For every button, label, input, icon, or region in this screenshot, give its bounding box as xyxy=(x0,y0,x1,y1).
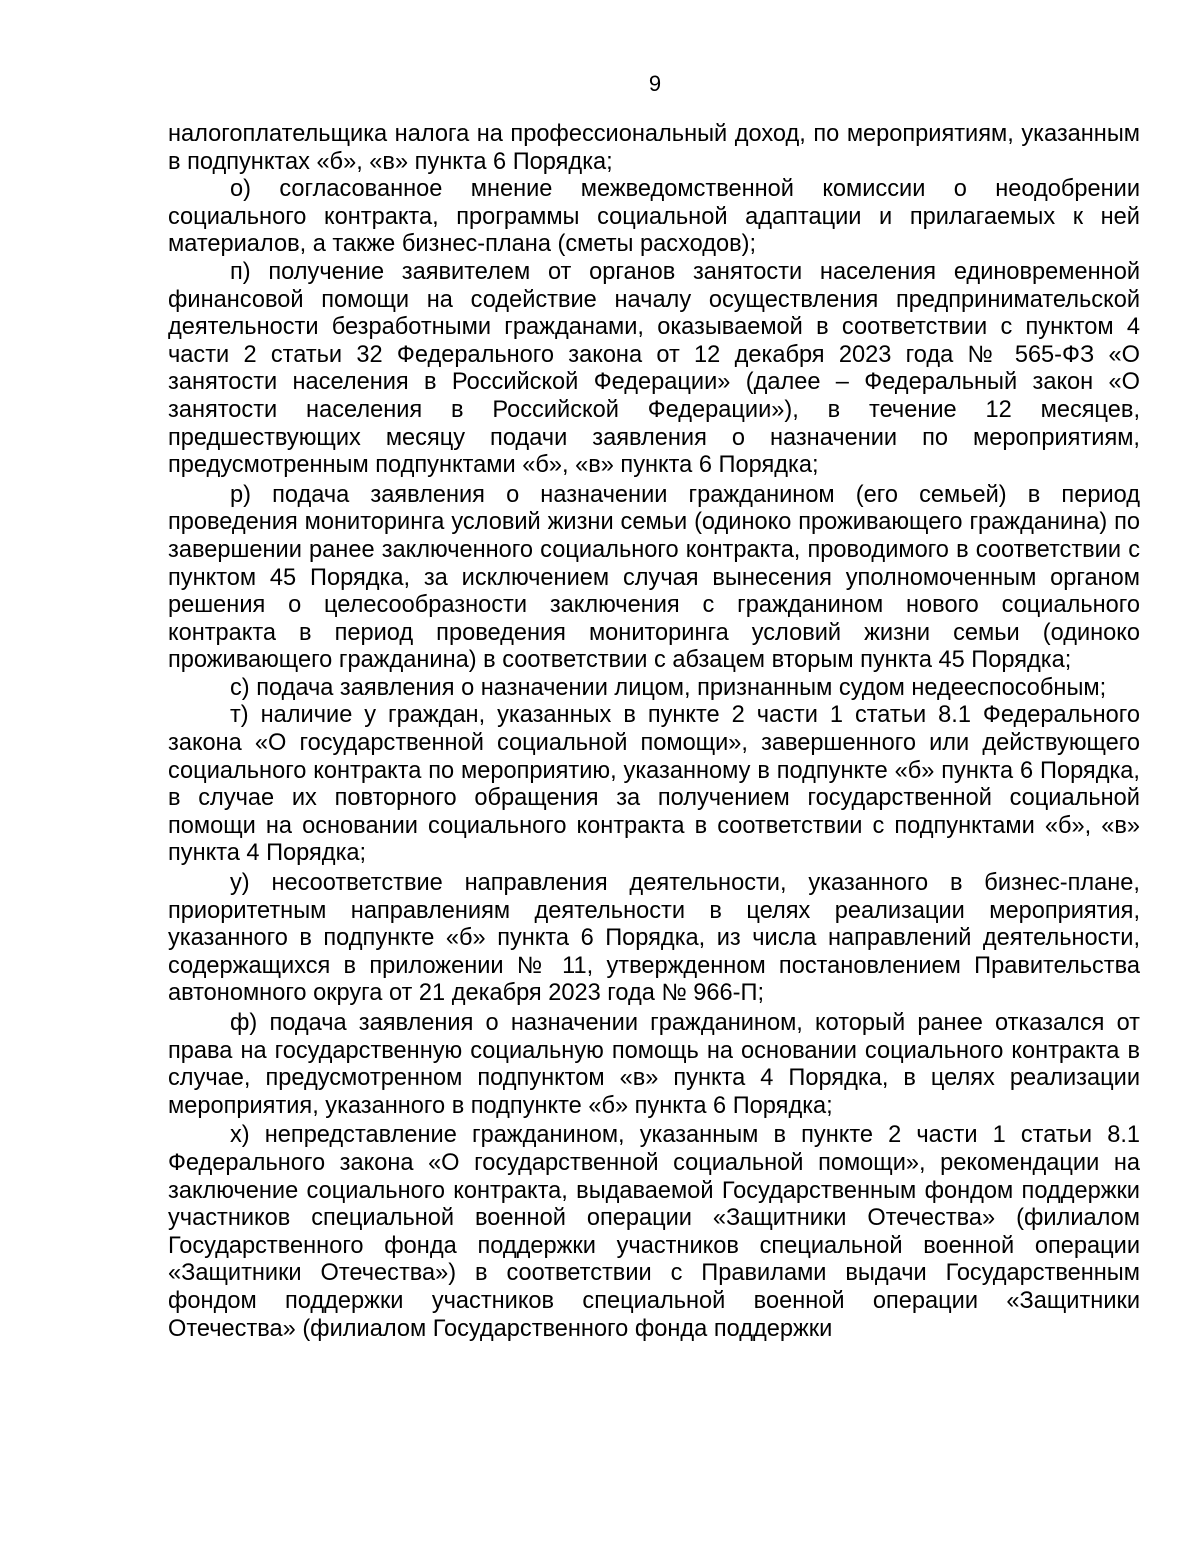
page-number: 9 xyxy=(648,71,662,96)
document-body xyxy=(168,121,1140,1343)
paragraph-item-p: п) получение заявителем от органов занятости населения единовременной финансовой помощи на содействие началу осуществления предпринимательской деятельности безработными гражданами, оказываемой в соответствии с пунктом 4 части 2 статьи 32 Федерального закона от 12 декабря 2023 года № 565-ФЗ «О занятости населения в Российской Федерации» (далее – Федеральный закон «О занятости населения в Российской Федерации»), в течение 12 месяцев, предшествующих месяцу подачи заявления о назначении по мероприятиям, предусмотренным подпунктами «б», «в» пункта 6 Порядка; xyxy=(168,258,1140,479)
paragraph-item-o: о) согласованное мнение межведомственной комиссии о неодобрении социального контракта, программы социальной адаптации и прилагаемых к ней материалов, а также бизнес-плана (сметы расходов); xyxy=(168,176,1140,258)
paragraph-item-f: ф) подача заявления о назначении гражданином, который ранее отказался от права на государственную социальную помощь на основании социального контракта в случае, предусмотренном подпунктом «в» пункта 4 Порядка, в целях реализации мероприятия, указанного в подпункте «б» пункта 6 Порядка; xyxy=(168,1010,1140,1119)
paragraph-item-u: у) несоответствие направления деятельности, указанного в бизнес-плане, приоритетным направлениям деятельности в целях реализации мероприятия, указанного в подпункте «б» пункта 6 Порядка, из числа направлений деятельности, содержащихся в приложении № 11, утвержденном постановлением Правительства автономного округа от 21 декабря 2023 года № 966-П; xyxy=(168,870,1140,1007)
paragraph-item-s: с) подача заявления о назначении лицом, признанным судом недееспособным; xyxy=(230,674,1107,701)
paragraph-item-t: т) наличие у граждан, указанных в пункте 2 части 1 статьи 8.1 Федерального закона «О государственной социальной помощи», завершенного или действующего социального контракта по мероприятию, указанному в подпункте «б» пункта 6 Порядка, в случае их повторного обращения за получением государственной социальной помощи на основании социального контракта в соответствии с подпунктами «б», «в» пункта 4 Порядка; xyxy=(168,702,1140,867)
paragraph-item-r: р) подача заявления о назначении гражданином (его семьей) в период проведения мониторинга условий жизни семьи (одиноко проживающего гражданина) по завершении ранее заключенного социального контракта, проводимого в соответствии с пунктом 45 Порядка, за исключением случая вынесения уполномоченным органом решения о целесообразности заключения с гражданином нового социального контракта в период проведения мониторинга условий жизни семьи (одиноко проживающего гражданина) в соответствии с абзацем вторым пункта 45 Порядка; xyxy=(168,481,1140,674)
paragraph-item-kh: х) непредставление гражданином, указанным в пункте 2 части 1 статьи 8.1 Федерального закона «О государственной социальной помощи», рекомендации на заключение социального контракта, выдаваемой Государственным фондом поддержки участников специальной военной операции «Защитники Отечества» (филиалом Государственного фонда поддержки участников специальной военной операции «Защитники Отечества») в соответствии с Правилами выдачи Государственным фондом поддержки участников специальной военной операции «Защитники Отечества» (филиалом Государственного фонда поддержки xyxy=(168,1122,1140,1342)
paragraph-continuation: налогоплательщика налога на профессиональный доход, по мероприятиям, указанным в подпунктах «б», «в» пункта 6 Порядка; xyxy=(168,121,1140,175)
